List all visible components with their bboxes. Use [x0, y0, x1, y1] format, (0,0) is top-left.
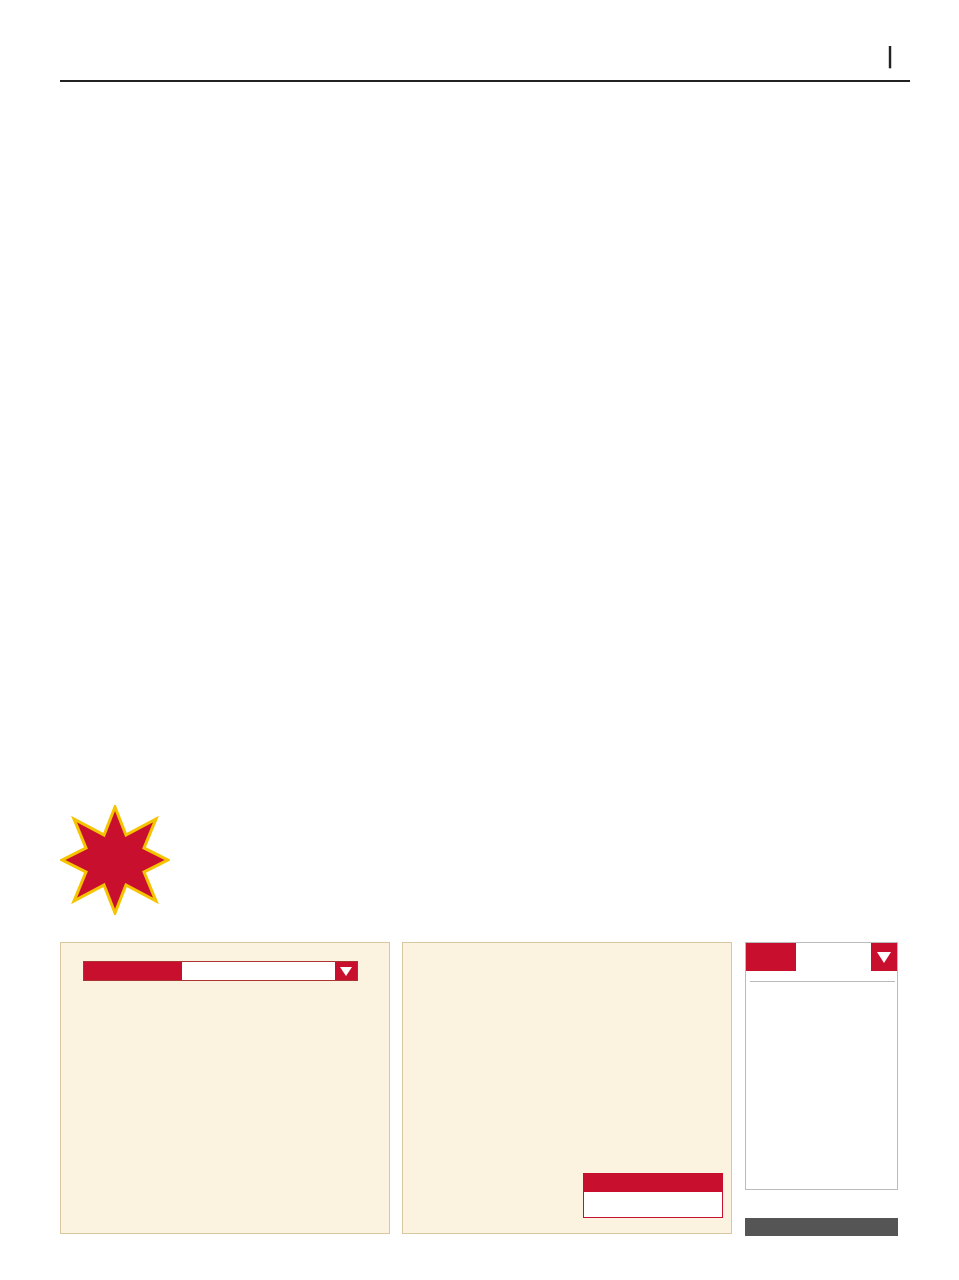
pick5-draw-header: [584, 1174, 722, 1192]
seven-star-info: [750, 977, 895, 982]
masthead: [60, 42, 910, 82]
pick3-analysis-box: [60, 942, 390, 1234]
section-title: |: [885, 44, 894, 69]
next-issue-link[interactable]: [745, 1218, 898, 1236]
seven-star-label: [746, 943, 796, 971]
pick5-draw: [583, 1173, 723, 1218]
seven-star-header: [746, 943, 897, 971]
starburst-icon: [60, 805, 170, 915]
box1-header: [83, 961, 358, 981]
qr-code-icon[interactable]: [756, 1003, 818, 1065]
seven-star-box: [745, 942, 898, 1190]
box1-col-right: [233, 1015, 379, 1021]
recommendation-box: [402, 942, 732, 1234]
box1-tag: [84, 962, 182, 980]
badge: [60, 805, 170, 925]
trend-chart: [60, 90, 898, 782]
box1-subtitle: [61, 993, 391, 1007]
triangle-down-icon: [871, 943, 897, 971]
box1-col-left: [75, 1015, 225, 1019]
triangle-down-icon: [335, 962, 357, 980]
